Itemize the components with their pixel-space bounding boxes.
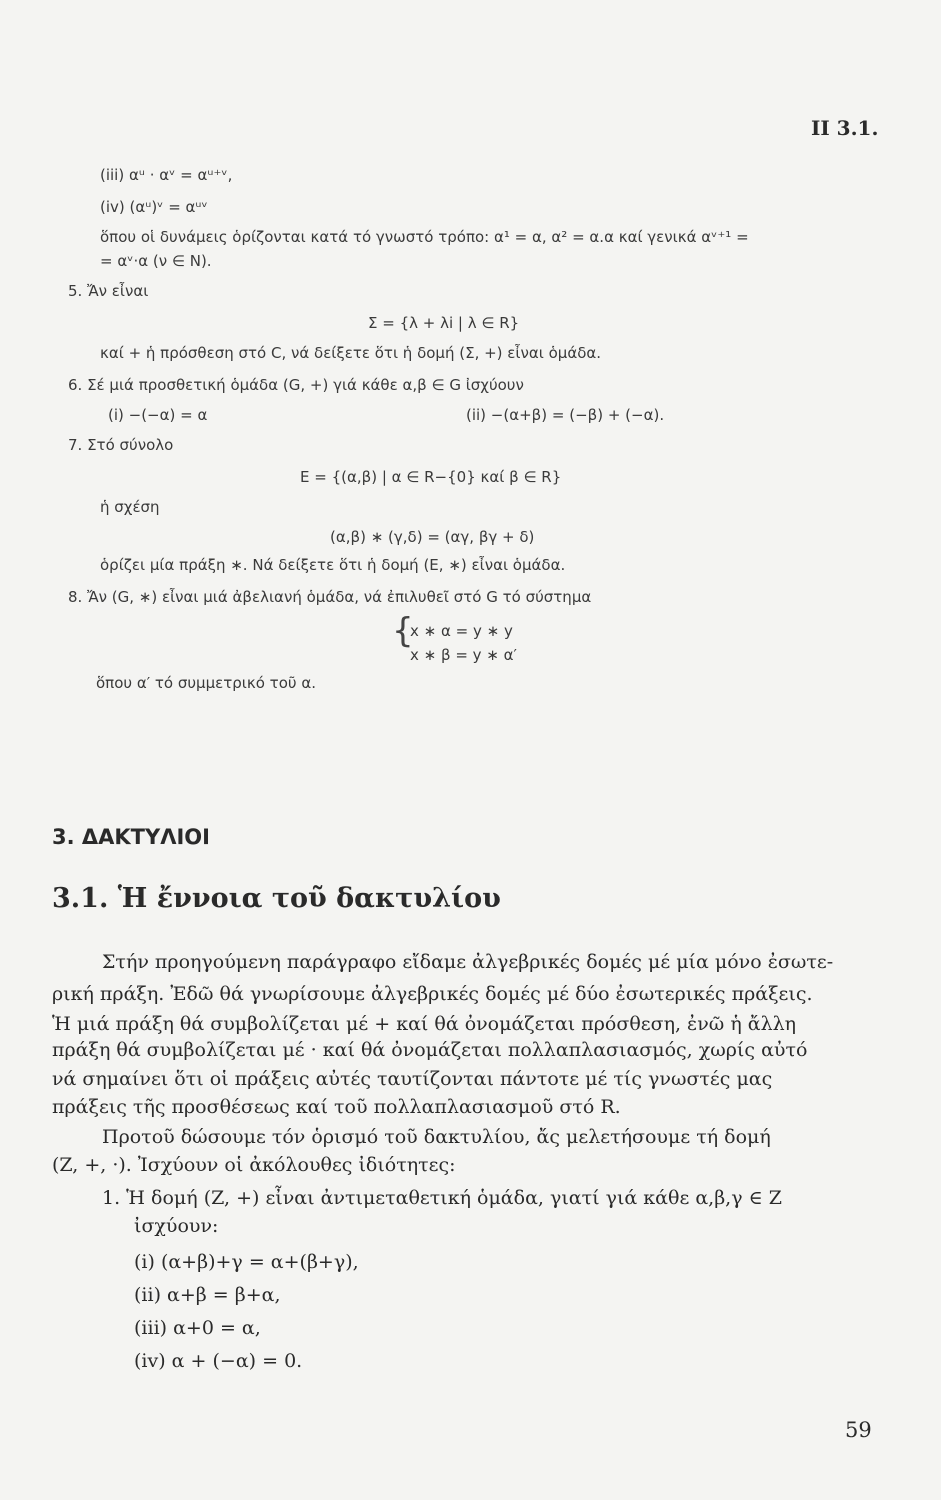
item-1-line-2: ἰσχύουν: [134, 1215, 219, 1237]
powers-note-line-1: ὅπου οἱ δυνάμεις ὁρίζονται κατά τό γνωστό τρόπο: α¹ = α, α² = α.α καί γενικά αᵛ⁺¹ = [100, 228, 749, 246]
exercise-7-formula: (α,β) ∗ (γ,δ) = (αγ, βγ + δ) [330, 528, 535, 546]
exercise-line-iv: (iv) (αᵘ)ᵛ = αᵘᵛ [100, 198, 208, 216]
exercise-line-iii: (iii) αᵘ · αᵛ = αᵘ⁺ᵛ, [100, 166, 233, 184]
paragraph-1-line-6: πράξεις τῆς προσθέσεως καί τοῦ πολλαπλασιασμοῦ στό R. [52, 1096, 621, 1118]
property-ii: (ii) α+β = β+α, [134, 1284, 281, 1306]
exercise-8-equation-2: x ∗ β = y ∗ α′ [410, 646, 517, 664]
paragraph-1-line-2: ρική πράξη. Ἐδῶ θά γνωρίσουμε ἀλγεβρικές δομές μέ δύο ἐσωτερικές πράξεις. [52, 983, 813, 1005]
exercise-7-conclusion: ὁρίζει μία πράξη ∗. Νά δείξετε ὅτι ἡ δομή (E, ∗) εἶναι ὁμάδα. [100, 556, 566, 574]
exercise-8-text: 8. Ἄν (G, ∗) εἶναι μιά ἀβελιανή ὁμάδα, νά ἐπιλυθεῖ στό G τό σύστημα [68, 588, 592, 606]
exercise-6-item-ii: (ii) −(α+β) = (−β) + (−α). [466, 406, 665, 424]
property-i: (i) (α+β)+γ = α+(β+γ), [134, 1251, 359, 1273]
exercise-6-text: 6. Σέ μιά προσθετική ὁμάδα (G, +) γιά κάθε α,β ∈ G ἰσχύουν [68, 376, 524, 394]
property-iii: (iii) α+0 = α, [134, 1317, 261, 1339]
subsection-title: 3.1. Ἡ ἔννοια τοῦ δακτυλίου [52, 883, 501, 914]
page-header-section-number: II 3.1. [811, 116, 879, 140]
exercise-5-text: καί + ἡ πρόσθεση στό C, νά δείξετε ὅτι ἡ δομή (Σ, +) εἶναι ὁμάδα. [100, 344, 602, 362]
paragraph-2-line-1: Προτοῦ δώσουμε τόν ὁρισμό τοῦ δακτυλίου, ἄς μελετήσουμε τή δομή [102, 1126, 771, 1148]
item-1-line-1: 1. Ἡ δομή (Z, +) εἶναι ἀντιμεταθετική ὁμάδα, γιατί γιά κάθε α,β,γ ∈ Z [102, 1187, 782, 1209]
paragraph-1-line-4: πράξη θά συμβολίζεται μέ · καί θά ὀνομάζεται πολλαπλασιασμός, χωρίς αὐτό [52, 1039, 808, 1061]
section-title: 3. ΔΑΚΤΥΛΙΟΙ [52, 825, 210, 849]
system-brace: { [392, 611, 414, 651]
exercise-5-label: 5. Ἄν εἶναι [68, 282, 149, 300]
paragraph-1-line-1: Στήν προηγούμενη παράγραφο εἴδαμε ἀλγεβρικές δομές μέ μία μόνο ἐσωτε- [102, 951, 834, 973]
paragraph-1-line-5: νά σημαίνει ὅτι οἱ πράξεις αὐτές ταυτίζονται πάντοτε μέ τίς γνωστές μας [52, 1068, 773, 1090]
exercise-7-relation-label: ἡ σχέση [100, 498, 160, 516]
exercise-8-note: ὅπου α′ τό συμμετρικό τοῦ α. [96, 674, 316, 692]
paragraph-1-line-3: Ἡ μιά πράξη θά συμβολίζεται μέ + καί θά ὀνομάζεται πρόσθεση, ἐνῶ ἡ ἄλλη [52, 1013, 797, 1035]
page-number: 59 [845, 1418, 872, 1442]
property-iv: (iv) α + (−α) = 0. [134, 1350, 303, 1372]
exercise-5-set: Σ = {λ + λi | λ ∈ R} [368, 314, 520, 332]
paragraph-2-line-2: (Z, +, ·). Ἰσχύουν οἱ ἀκόλουθες ἰδιότητες: [52, 1154, 456, 1176]
exercise-6-item-i: (i) −(−α) = α [108, 406, 208, 424]
exercise-7-set: E = {(α,β) | α ∈ R−{0} καί β ∈ R} [300, 468, 562, 486]
exercise-7-label: 7. Στό σύνολο [68, 436, 174, 454]
exercise-8-equation-1: x ∗ α = y ∗ y [410, 622, 513, 640]
powers-note-line-2: = αᵛ·α (ν ∈ N). [100, 252, 212, 270]
